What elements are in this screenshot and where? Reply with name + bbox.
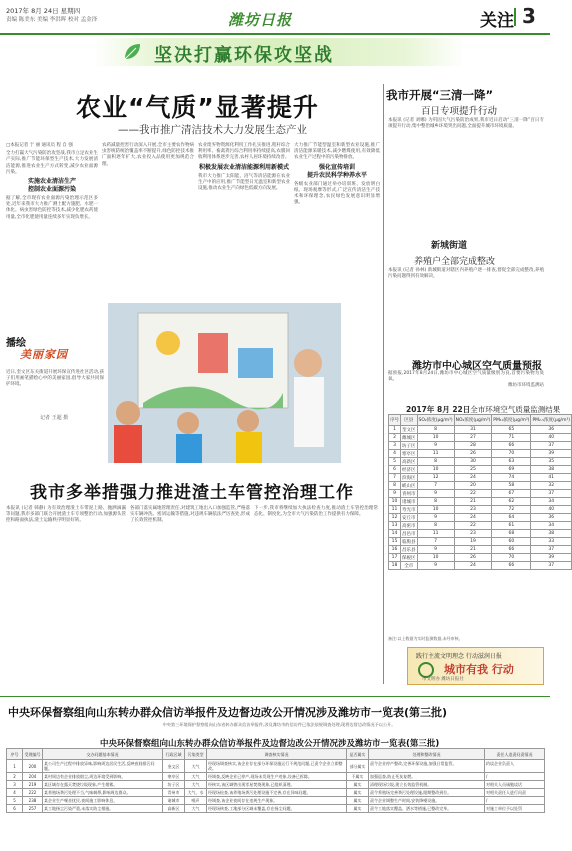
table-cell: 加强巡查,防止死灰复燃。 xyxy=(369,773,485,781)
table-cell: 部分属实 xyxy=(347,760,369,773)
table-cell: 72 xyxy=(492,506,531,514)
table-cell: 25 xyxy=(454,466,492,474)
topic-banner xyxy=(94,38,464,66)
column-header: NO₂浓度(μg/m³) xyxy=(454,415,492,426)
table-cell: 26 xyxy=(454,554,492,562)
paragraph: 本报讯 (记者 孙林) 新城街道对辖区内养殖户逐一排查,督促全部完成整改,养殖污染问题得到有效解决。 xyxy=(388,268,544,280)
air-quality-table xyxy=(388,414,572,570)
table-cell: 21 xyxy=(454,546,492,554)
table-cell: 37 xyxy=(531,546,572,554)
ad-sponsor: 市文明办 潍坊日报社 xyxy=(422,677,464,682)
table-cell: 坊子区 xyxy=(163,781,185,789)
table-cell: 9 xyxy=(417,546,454,554)
table-cell: 某公司生产过程中排放异味,影响周边居民生活,反映夜间排污问题。 xyxy=(43,760,163,773)
photo-credit: 记者 王超 摄 xyxy=(40,415,69,421)
table-cell: 38 xyxy=(531,530,572,538)
table-cell: 高新区 xyxy=(163,805,185,813)
table-cell: 21 xyxy=(454,498,492,506)
table-cell: 峡山区 xyxy=(402,483,416,489)
paragraph: 农业废弃物资源化利用工作扎实推进,秸秆综合利用率、畜禽粪污综合利用率持续提高,农膜回收利用体系逐步完善,农村人居环境持续改善。 xyxy=(198,143,290,161)
section-divider xyxy=(514,8,516,26)
table-header-row xyxy=(7,749,545,760)
table-cell: 10 xyxy=(417,506,454,514)
table-cell: 青州市 xyxy=(402,491,416,497)
paragraph: 据预报,2017年8月24日,潍坊市中心城区空气质量级别为良,首要污染物为臭氧。 xyxy=(388,371,544,383)
column-header: 行政区域 xyxy=(163,749,185,760)
table-cell: 昌邑市 xyxy=(402,531,416,537)
table-row xyxy=(389,554,572,562)
column-header: PM₁₀浓度(μg/m³) xyxy=(492,415,531,426)
banner-title: 坚决打赢环保攻坚战 xyxy=(154,45,334,66)
table-cell: 某养殖场粪污处理不当,气味刺鼻,影响周边群众。 xyxy=(43,789,163,797)
table-cell: 寒亭区 xyxy=(402,451,416,457)
table-cell: 对相关责任人进行问责 xyxy=(485,789,545,797)
table-cell: 经现场检查,该养殖场粪污处理设施不完善,存在异味问题。 xyxy=(207,789,347,797)
editor-credits: 责编 陈美东 美编 李洪晖 校对 孟金泽 xyxy=(6,17,98,23)
table-cell: 滨海区 xyxy=(402,475,416,481)
table-cell: 潍城区 xyxy=(402,435,416,441)
table-cell: 8 xyxy=(417,458,454,466)
main-column-1 xyxy=(6,143,98,299)
table-cell: 噪声 xyxy=(185,797,207,805)
table-cell: 对相关人员诫勉谈话 xyxy=(485,781,545,789)
table-row xyxy=(389,506,572,514)
issue-date: 2017年 8月 24日 星期四 xyxy=(6,7,81,15)
table-cell: 67 xyxy=(492,490,531,498)
table-cell: 坊子区 xyxy=(402,443,416,449)
table-header-row xyxy=(389,415,572,426)
table-cell: 7 xyxy=(389,474,401,482)
table-cell: 200 xyxy=(23,760,43,773)
table-cell: 26 xyxy=(454,450,492,458)
main-column-4 xyxy=(294,143,380,299)
table-row xyxy=(389,530,572,538)
table-cell: 全市 xyxy=(401,562,418,570)
table-cell: 22 xyxy=(454,522,492,530)
article-2-headline: 我市多举措强力推进渣土车管控治理工作 xyxy=(30,483,354,503)
table-cell: 38 xyxy=(531,466,572,474)
table-cell: 大气 xyxy=(185,760,207,773)
table-cell: 经核实,该区域曾出现零星焚烧现象,已组织清理。 xyxy=(207,781,347,789)
table-cell: 某工地扬尘污染严重,未落实防尘措施。 xyxy=(43,805,163,813)
column-header: 序号 xyxy=(389,415,401,426)
table-cell: 大气 xyxy=(185,805,207,813)
column-header: 责任人追责问责情况 xyxy=(485,749,545,760)
table-row xyxy=(389,546,572,554)
air-quality-forecast xyxy=(388,371,544,395)
table-cell: 1 xyxy=(7,760,23,773)
right-headline-3: 新城街道 xyxy=(431,241,468,251)
right-headline-1: 我市开展“三清一降” xyxy=(386,88,494,102)
paragraph: 据了解,全市现有农业面源污染治理示范区多处,近年来我市大力推广测土配方施肥、水肥一体化、病虫害绿色防控等技术,减少化肥农药使用量,全市化肥使用量连续多年实现负增长。 xyxy=(6,196,98,220)
table-cell: 36 xyxy=(531,514,572,522)
table-cell: 12 xyxy=(417,474,454,482)
table-cell: 经现场核查,工地部分区域未覆盖,存在扬尘问题。 xyxy=(207,805,347,813)
air-quality-table-title: 2017年 8月 22日全市环境空气质量监测结果 xyxy=(406,405,561,414)
table-cell: 诸城市 xyxy=(402,499,416,505)
photo-illustration xyxy=(108,303,341,463)
table-cell: 13 xyxy=(389,522,401,530)
table-cell: 14 xyxy=(389,530,401,538)
snapshot-title: 播绘 xyxy=(6,338,26,349)
table-row xyxy=(389,514,572,522)
table-cell: 5 xyxy=(7,797,23,805)
column-header: 调查核实情况 xyxy=(207,749,347,760)
table-cell: 经调查,该企业夜间存在违规生产现象。 xyxy=(207,797,347,805)
table-cell: 某村周边有企业排放烟尘,周边环境受到影响。 xyxy=(43,773,163,781)
main-headline: 农业“气质”显著提升 xyxy=(76,93,319,122)
table-cell: 39 xyxy=(531,450,572,458)
table-cell: 属实 xyxy=(347,789,369,797)
table-row xyxy=(389,466,572,474)
table-cell: 15 xyxy=(389,538,401,546)
table-cell: 36 xyxy=(531,426,572,434)
article-2-column-3: 下一步,我市将继续加大执法检查力度,推动渣土车管控治理常态化、制度化,为全市大气污染防治工作提供有力保障。 xyxy=(254,506,378,518)
table-cell: 24 xyxy=(454,514,492,522)
table-row xyxy=(389,442,572,450)
column-header: 污染类型 xyxy=(185,749,207,760)
table-cell: 临朐县 xyxy=(402,539,416,545)
children-painting-photo xyxy=(108,303,341,463)
leaf-icon xyxy=(122,42,142,62)
column-header: 处理和整改情况 xyxy=(369,749,485,760)
table-cell: 24 xyxy=(454,562,492,570)
snapshot-subtitle: 美丽家园 xyxy=(20,348,68,361)
table-cell: 10 xyxy=(417,466,454,474)
table-cell: 1 xyxy=(389,426,401,434)
byline: □本报记者 于 丽 通讯员 程 自 强 xyxy=(6,143,73,148)
paragraph: 本报讯 (记者 刘娜) 为巩固大气污染防治成果,我市近日启动“三清一降”百日专项提升行动,集中整治城乡环境突出问题,全面提升城市环境质量。 xyxy=(388,118,544,130)
table-cell: 清理现场垃圾,建立长效监管机制。 xyxy=(369,781,485,789)
table-cell: 5 xyxy=(389,458,401,466)
table-row xyxy=(389,426,572,434)
table-cell: 经现场调查核实,该企业存在部分环保设施运行不规范问题,已责令企业立即整改。 xyxy=(207,760,347,773)
table-cell: 责令养殖场完善粪污处理设施,限期整改到位。 xyxy=(369,789,485,797)
section-name: 关注 xyxy=(480,11,514,31)
inspection-intro: 中央第三环境保护督察组向山东省转办群众信访举报件,涉及潍坊市的信访件已依法依规调查处理,现将边督边改情况予以公开。 xyxy=(162,722,396,727)
table-cell: 奎文区 xyxy=(163,760,185,773)
table-cell: 64 xyxy=(492,514,531,522)
ad-slogan: 践行主流文明理念 行动滋润日报 xyxy=(416,653,502,660)
table-cell: 66 xyxy=(492,562,531,570)
section-rule xyxy=(0,696,550,697)
main-subheadline: ——我市推广清洁技术大力发展生态产业 xyxy=(118,124,307,136)
column-header: 序号 xyxy=(7,749,23,760)
table-row xyxy=(389,450,572,458)
table-cell: 属实 xyxy=(347,797,369,805)
table-cell: 6 xyxy=(389,466,401,474)
table-cell: 37 xyxy=(531,442,572,450)
table-cell: 74 xyxy=(492,474,531,482)
table-row xyxy=(389,538,572,546)
table-row xyxy=(389,490,572,498)
table-cell: 35 xyxy=(531,458,572,466)
subhead: 实施农业清洁生产 xyxy=(27,178,76,186)
table-cell: 8 xyxy=(389,482,401,490)
table-cell: 9 xyxy=(417,442,454,450)
table-cell: 高密市 xyxy=(402,523,416,529)
table-cell: 22 xyxy=(454,490,492,498)
table-cell: 经济区 xyxy=(402,467,416,473)
table-cell: 17 xyxy=(389,554,401,562)
table-cell: 7 xyxy=(417,482,454,490)
table-cell: 28 xyxy=(454,442,492,450)
table-cell: 2 xyxy=(389,434,401,442)
civilization-ad xyxy=(407,647,544,685)
table-cell: 20 xyxy=(454,482,492,490)
table-cell: 10 xyxy=(389,498,401,506)
table-cell: 责令企业停产整改,完善环保设施,加强日常监管。 xyxy=(369,760,485,773)
inspection-table-title: 中央环保督察组向山东转办群众信访举报件及边督边改公开情况涉及潍坊市一览表(第三批) xyxy=(100,739,440,749)
table-cell: 24 xyxy=(454,474,492,482)
column-header: 交办问题基本情况 xyxy=(43,749,163,760)
table-cell: 某企业生产噪音扰民,夜间施工影响休息。 xyxy=(43,797,163,805)
table-cell: 保税区 xyxy=(402,555,416,561)
table-cell: 12 xyxy=(389,514,401,522)
paragraph: 各级农业部门通过举办培训班、发放明白纸、现场观摩等形式,广泛宣传清洁生产技术和环保理念,农民绿色发展意识明显增强。 xyxy=(294,181,380,206)
table-cell: 8 xyxy=(417,426,454,434)
table-cell: 70 xyxy=(492,554,531,562)
main-column-3 xyxy=(198,143,290,299)
table-cell: 属实 xyxy=(347,805,369,813)
table-row xyxy=(7,797,545,805)
table-row xyxy=(389,434,572,442)
right-headline-4: 养殖户全部完成整改 xyxy=(414,257,496,267)
table-cell: 23 xyxy=(454,530,492,538)
table-row xyxy=(389,562,572,570)
table-cell: 安丘市 xyxy=(402,515,416,521)
table-cell: 8 xyxy=(417,522,454,530)
table-cell: 8 xyxy=(417,498,454,506)
table-row xyxy=(389,498,572,506)
table-cell: 222 xyxy=(23,789,43,797)
table-cell: 约谈企业负责人 xyxy=(485,760,545,773)
table-cell: 31 xyxy=(454,426,492,434)
table-cell: 62 xyxy=(492,498,531,506)
table-row xyxy=(7,789,545,797)
table-cell: 奎文区 xyxy=(402,427,416,433)
article-2-column-1: 本报讯 (记者 韩静) 为有效治理渣土车带泥上路、抛洒滴漏等问题,我市多部门联合开展渣土车专项整治行动,加强源头管控和路面执法,渣土运输秩序明显好转。 xyxy=(6,506,126,524)
table-cell: 责令工地落实覆盖、洒水等措施,已整改完毕。 xyxy=(369,805,485,813)
table-cell: 61 xyxy=(492,522,531,530)
air-quality-headline: 潍坊市中心城区空气质量预报 xyxy=(412,361,542,372)
table-cell: 34 xyxy=(531,498,572,506)
table-cell: 71 xyxy=(492,434,531,442)
table-cell: 4 xyxy=(7,789,23,797)
table-note: 备注:以上数据为实时监测数据,未经审核。 xyxy=(388,636,463,641)
table-cell: 11 xyxy=(389,506,401,514)
subhead: 提升农民科学种养水平 xyxy=(306,171,367,179)
table-cell: 16 xyxy=(389,546,401,554)
table-cell: 19 xyxy=(454,538,492,546)
subhead: 强化宣传培训 xyxy=(318,163,355,171)
newspaper-logo: 潍坊日报 xyxy=(228,11,293,29)
table-cell: 大气 xyxy=(185,773,207,781)
table-cell: 9 xyxy=(417,490,454,498)
table-cell: 10 xyxy=(417,434,454,442)
table-cell: 9 xyxy=(389,490,401,498)
table-cell: 青州市 xyxy=(163,789,185,797)
table-row xyxy=(389,482,572,490)
table-cell: 3 xyxy=(7,781,23,789)
table-row xyxy=(7,805,545,813)
table-cell: 某区域存在露天焚烧垃圾现象,产生烟雾。 xyxy=(43,781,163,789)
table-cell: 58 xyxy=(492,482,531,490)
table-cell: 34 xyxy=(531,522,572,530)
table-cell: 高新区 xyxy=(402,459,416,465)
inspection-headline: 中央环保督察组向山东转办群众信访举报件及边督边改公开情况涉及潍坊市一览表(第三批) xyxy=(8,706,448,719)
table-cell: 不属实 xyxy=(347,773,369,781)
table-cell: 257 xyxy=(23,805,43,813)
ad-title: 城市有我 行动 xyxy=(444,663,514,676)
table-cell: 经调查,反映企业已停产,现场未发现生产迹象,设备已拆除。 xyxy=(207,773,347,781)
inspection-table xyxy=(6,748,545,813)
header-rule xyxy=(0,33,550,35)
table-cell: 70 xyxy=(492,450,531,458)
table-cell: / xyxy=(485,797,545,805)
table-cell: 属实 xyxy=(347,781,369,789)
table-cell: 40 xyxy=(531,434,572,442)
table-cell: 11 xyxy=(417,530,454,538)
table-cell: 66 xyxy=(492,442,531,450)
table-cell: 寿光市 xyxy=(402,507,416,513)
table-cell: 37 xyxy=(531,490,572,498)
table-row xyxy=(7,781,545,789)
subhead: 积极发展农业清洁能源利用新模式 xyxy=(198,163,289,171)
table-cell: 大气 xyxy=(185,781,207,789)
paragraph: 全力打赢大气污染防治攻坚战,我市立足农业生产实际,推广节能环保型生产技术,大力发展清洁能源,推进农业生产方式转变,减少农业面源污染。 xyxy=(6,151,98,175)
table-cell: 204 xyxy=(23,773,43,781)
table-cell: 63 xyxy=(492,458,531,466)
page-header xyxy=(0,0,550,34)
table-cell: 9 xyxy=(417,514,454,522)
table-cell: / xyxy=(485,773,545,781)
table-cell: 2 xyxy=(7,773,23,781)
table-cell: 9 xyxy=(417,562,454,570)
table-cell: 40 xyxy=(531,506,572,514)
table-cell: 30 xyxy=(454,458,492,466)
right-headline-2: 百日专项提升行动 xyxy=(421,106,498,117)
table-cell: 39 xyxy=(531,554,572,562)
table-cell: 昌乐县 xyxy=(402,547,416,553)
table-cell: 60 xyxy=(492,538,531,546)
paragraph: 农药减量控害行动深入开展,全市主要农作物病虫害统防统治覆盖率不断提升,绿色防控技术推广面积逐年扩大,农业投入品使用更加规范合理。 xyxy=(102,143,194,167)
table-cell: 3 xyxy=(389,442,401,450)
table-cell: 6 xyxy=(7,805,23,813)
article-2-column-2: 各部门落实属地管理责任,对建筑工地出入口加强监管,严格落实车辆冲洗、密闭运输等措施,对违规车辆依法严厉查处,形成了长效管控机制。 xyxy=(130,506,250,524)
table-cell: 33 xyxy=(531,538,572,546)
table-cell: 责令企业调整生产时间,安装降噪设施。 xyxy=(369,797,485,805)
table-row xyxy=(389,474,572,482)
table-cell: 4 xyxy=(389,450,401,458)
table-cell: 37 xyxy=(531,562,572,570)
table-cell: 65 xyxy=(492,426,531,434)
column-divider xyxy=(383,84,384,684)
table-cell: 对施工单位予以处罚 xyxy=(485,805,545,813)
table-cell: 10 xyxy=(417,554,454,562)
table-cell: 寒亭区 xyxy=(163,773,185,781)
column-header: SO₂浓度(μg/m³) xyxy=(417,415,454,426)
subhead: 控制农业面源污染 xyxy=(27,186,76,194)
forecast-source: 潍坊市环境监测站 xyxy=(508,383,544,389)
table-cell: 18 xyxy=(389,562,401,570)
snapshot-caption: 近日,奎文区东关街道开展环保宣传进社区活动,孩子们用画笔描绘心中的美丽家园,倡导大家共同保护环境。 xyxy=(6,370,104,388)
column-header: 是否属实 xyxy=(347,749,369,760)
column-header: PM₂.₅浓度(μg/m³) xyxy=(531,415,572,426)
table-cell: 66 xyxy=(492,546,531,554)
table-row xyxy=(7,773,545,781)
table-cell: 诸城市 xyxy=(163,797,185,805)
table-cell: 238 xyxy=(23,797,43,805)
main-column-2 xyxy=(102,143,194,299)
table-cell: 68 xyxy=(492,530,531,538)
table-cell: 27 xyxy=(454,434,492,442)
table-cell: 23 xyxy=(454,506,492,514)
paragraph: 大力推广节能型温室和新型农业设施,推广清洁能源采暖技术,减少燃煤使用,有效降低农业生产过程中的污染物排放。 xyxy=(294,143,380,161)
table-cell: 32 xyxy=(531,482,572,490)
table-cell: 41 xyxy=(531,474,572,482)
table-row xyxy=(7,760,545,773)
table-row xyxy=(389,522,572,530)
table-row xyxy=(389,458,572,466)
table-cell: 69 xyxy=(492,466,531,474)
right-article-2 xyxy=(388,268,544,352)
column-header: 区县 xyxy=(401,415,418,426)
paragraph: 我市大力推广太阳能、沼气等清洁能源在农业生产中的应用,推广节能型日光温室和新型农业设施,推动农业生产向绿色低碳方向发展。 xyxy=(198,173,290,192)
table-cell: 7 xyxy=(417,538,454,546)
table-cell: 11 xyxy=(417,450,454,458)
right-article-1 xyxy=(388,118,544,232)
table-cell: 大气、水 xyxy=(185,789,207,797)
table-cell: 219 xyxy=(23,781,43,789)
page-number: 3 xyxy=(522,4,536,28)
column-header: 受理编号 xyxy=(23,749,43,760)
